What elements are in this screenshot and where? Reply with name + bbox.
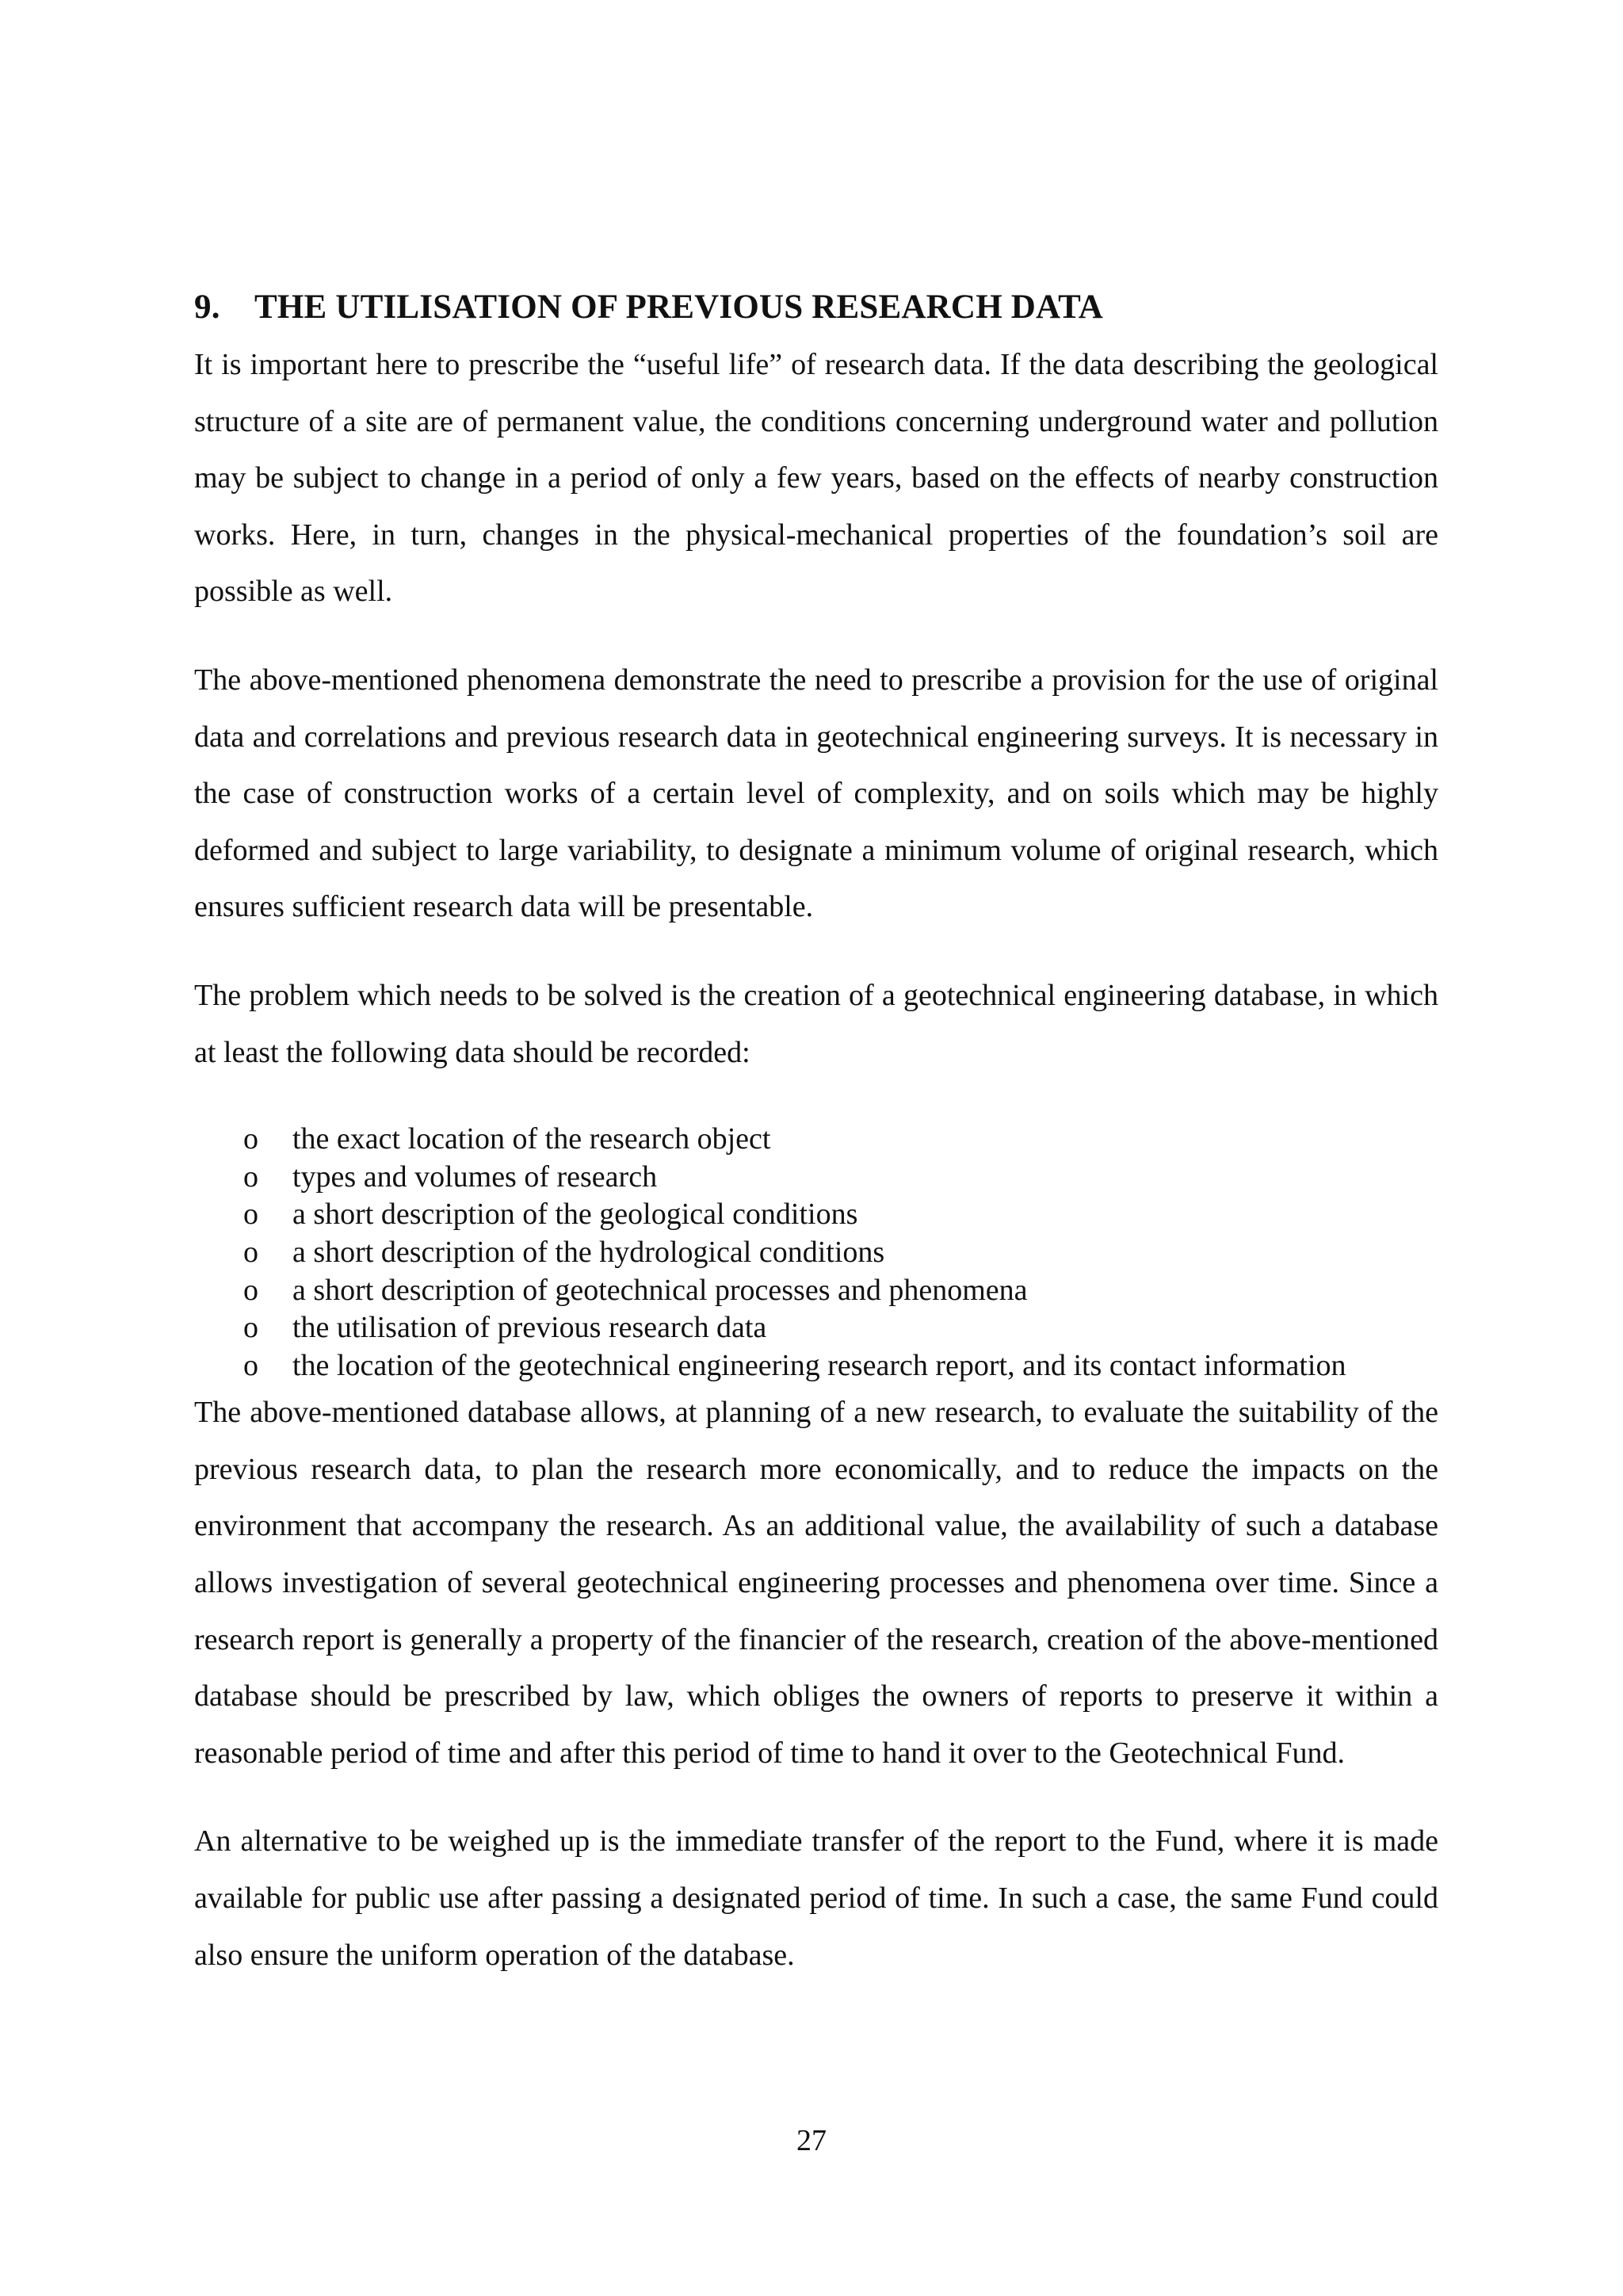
paragraph-alternative: An alternative to be weighed up is the immediate transfer of the report to the Fund, where it is made available for public use after passing a designated period of time. In such a case, the same Fund could also ensure the uniform operation of the database. xyxy=(194,1824,1438,1972)
list-item xyxy=(194,1272,1438,1310)
list-item xyxy=(194,1121,1438,1159)
bullet-mark: o xyxy=(243,1273,258,1307)
bullet-mark: o xyxy=(243,1348,258,1382)
section-number: 9. xyxy=(194,288,220,326)
list-item-text: a short description of geotechnical processes and phenomena xyxy=(292,1273,1028,1307)
data-list xyxy=(194,1121,1438,1385)
paragraph-database-benefits: The above-mentioned database allows, at planning of a new research, to evaluate the suitability of the previous research data, to plan the research more economically, and to reduce the impacts on the environment that accompany the research. As an additional value, the availability of such a database allows investigation of several geotechnical engineering processes and phenomena over time. Since a research report is generally a property of the financier of the research, creation of the above-mentioned database should be prescribed by law, which obliges the owners of reports to preserve it within a reasonable period of time and after this period of time to hand it over to the Geotechnical Fund. xyxy=(194,1396,1438,1770)
list-item xyxy=(194,1196,1438,1234)
page-number: 27 xyxy=(796,2124,827,2157)
paragraph-phenomena: The above-mentioned phenomena demonstrate the need to prescribe a provision for the use of original data and correlations and previous research data in geotechnical engineering surveys. It is necessary in the case of construction works of a certain level of complexity, and on soils which may be highly deformed and subject to large variability, to designate a minimum volume of original research, which ensures sufficient research data will be presentable. xyxy=(194,663,1438,924)
list-item-text: types and volumes of research xyxy=(292,1159,658,1194)
bullet-mark: o xyxy=(243,1311,258,1345)
bullet-mark: o xyxy=(243,1122,258,1156)
list-item-text: the utilisation of previous research data xyxy=(292,1311,767,1345)
list-item-text: the exact location of the research object xyxy=(292,1122,771,1156)
bullet-mark: o xyxy=(243,1198,258,1232)
section-title: THE UTILISATION OF PREVIOUS RESEARCH DATA xyxy=(254,288,1104,326)
bullet-mark: o xyxy=(243,1159,258,1194)
paragraph-database-problem: The problem which needs to be solved is the creation of a geotechnical engineering database, in which at least the following data should be recorded: xyxy=(194,978,1438,1069)
section-heading xyxy=(194,281,1438,334)
list-item-text: a short description of the geological conditions xyxy=(292,1198,858,1232)
paragraph-useful-life: It is important here to prescribe the “useful life” of research data. If the data describing the geological structure of a site are of permanent value, the conditions concerning underground water and pollution may be subject to change in a period of only a few years, based on the effects of nearby construction works. Here, in turn, changes in the physical-mechanical properties of the foundation’s soil are possible as well. xyxy=(194,348,1438,609)
list-item-text: the location of the geotechnical engineering research report, and its contact information xyxy=(292,1348,1346,1382)
page-content xyxy=(194,281,1438,1984)
list-item xyxy=(194,1309,1438,1347)
bullet-mark: o xyxy=(243,1235,258,1269)
list-item xyxy=(194,1159,1438,1197)
list-item-text: a short description of the hydrological conditions xyxy=(292,1235,885,1269)
list-item xyxy=(194,1234,1438,1272)
list-item xyxy=(194,1347,1438,1385)
